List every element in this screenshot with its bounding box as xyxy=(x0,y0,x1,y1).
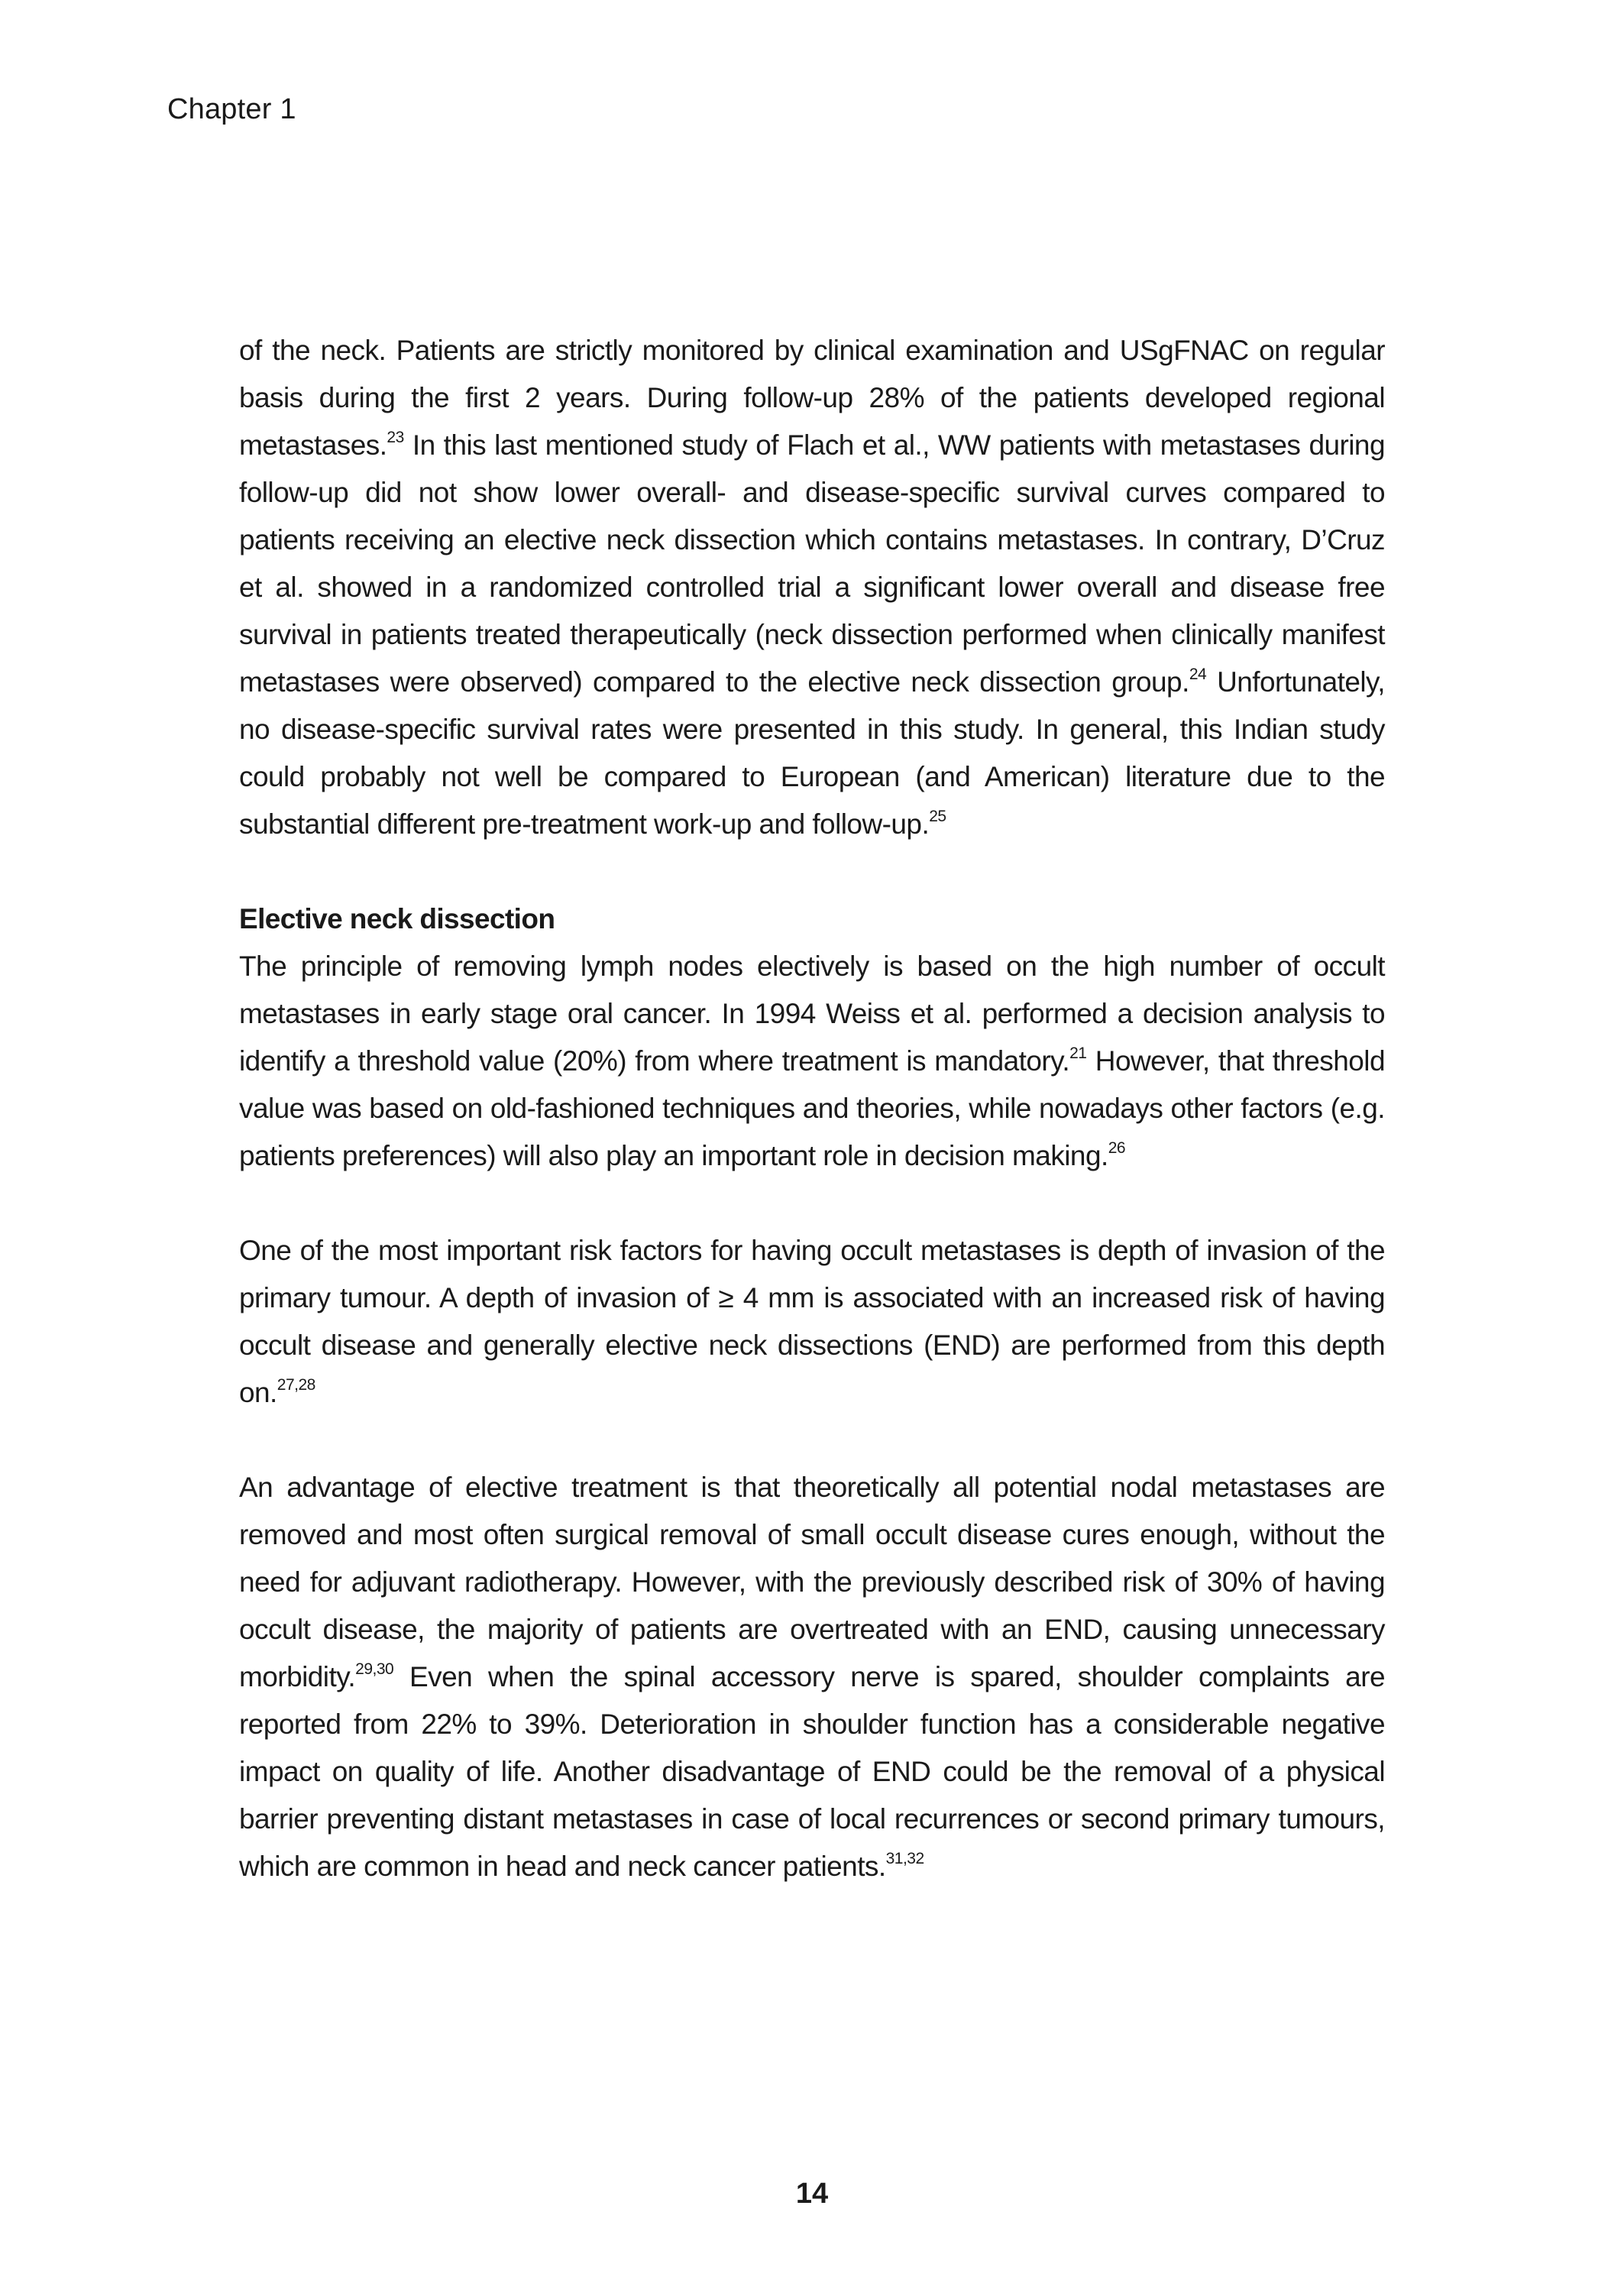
citation-superscript: 24 xyxy=(1189,666,1207,683)
text-segment: One of the most important risk factors for having occult metastases is depth of invasion of the primary tumour. A depth of invasion of ≥ 4 mm is associated with an increased risk of having occult disease and generally elective neck dissections (END) are performed from this depth on. xyxy=(239,1235,1385,1408)
text-segment: The principle of removing lymph nodes electively is based on the high number of occult metastases in early stage oral cancer. In 1994 Weiss et al. performed a decision analysis to identify a threshold value (20%) from where treatment is mandatory. xyxy=(239,951,1385,1077)
text-segment: However, that threshold value was based on old-fashioned techniques and theories, while nowadays other factors (e.g. patients preferences) will also play an important role in decision making. xyxy=(239,1045,1385,1171)
text-segment: Unfortunately, no disease-specific survival rates were presented in this study. In general, this Indian study could probably not well be compared to European (and American) literature due to the substantial different pre-treatment work-up and follow-up. xyxy=(239,666,1385,840)
citation-superscript: 27,28 xyxy=(277,1376,315,1394)
paragraph-spacer xyxy=(239,1180,1385,1227)
citation-superscript: 31,32 xyxy=(885,1850,924,1867)
paragraph-1 xyxy=(239,327,1385,848)
text-segment: In this last mentioned study of Flach et al., WW patients with metastases during follow-up did not show lower overall- and disease-specific survival curves compared to patients receiving an elective neck dissection which contains metastases. In contrary, D’Cruz et al. showed in a randomized controlled trial a significant lower overall and disease free survival in patients treated therapeutically (neck dissection performed when clinically manifest metastases were observed) compared to the elective neck dissection group. xyxy=(239,429,1385,698)
citation-superscript: 29,30 xyxy=(355,1660,394,1678)
text-segment: of the neck. Patients are strictly monitored by clinical examination and USgFNAC on regular basis during the first 2 years. During follow-up 28% of the patients developed regional metastases. xyxy=(239,335,1385,461)
citation-superscript: 21 xyxy=(1069,1044,1087,1062)
section-heading: Elective neck dissection xyxy=(239,903,555,934)
citation-superscript: 26 xyxy=(1108,1139,1126,1157)
page-number: 14 xyxy=(795,2178,829,2210)
paragraph-3 xyxy=(239,1227,1385,1417)
paragraph-2 xyxy=(239,943,1385,1180)
running-header-chapter-title: Chapter 1 xyxy=(167,93,296,125)
citation-superscript: 23 xyxy=(387,429,404,446)
body-text-column xyxy=(239,327,1385,1890)
paragraph-4 xyxy=(239,1464,1385,1890)
citation-superscript: 25 xyxy=(929,808,946,825)
paragraph-spacer xyxy=(239,848,1385,896)
text-segment: An advantage of elective treatment is that theoretically all potential nodal metastases are removed and most often surgical removal of small occult disease cures enough, without the need for adjuvant radiotherapy. However, with the previously described risk of 30% of having occult disease, the majority of patients are overtreated with an END, causing unnecessary morbidity. xyxy=(239,1472,1385,1692)
text-segment: Even when the spinal accessory nerve is spared, shoulder complaints are reported from 22% to 39%. Deterioration in shoulder function has a considerable negative impact on quality of life. Another disadvantage of END could be the removal of a physical barrier preventing distant metastases in case of local recurrences or second primary tumours, which are common in head and neck cancer patients. xyxy=(239,1661,1385,1882)
paragraph-spacer xyxy=(239,1417,1385,1464)
